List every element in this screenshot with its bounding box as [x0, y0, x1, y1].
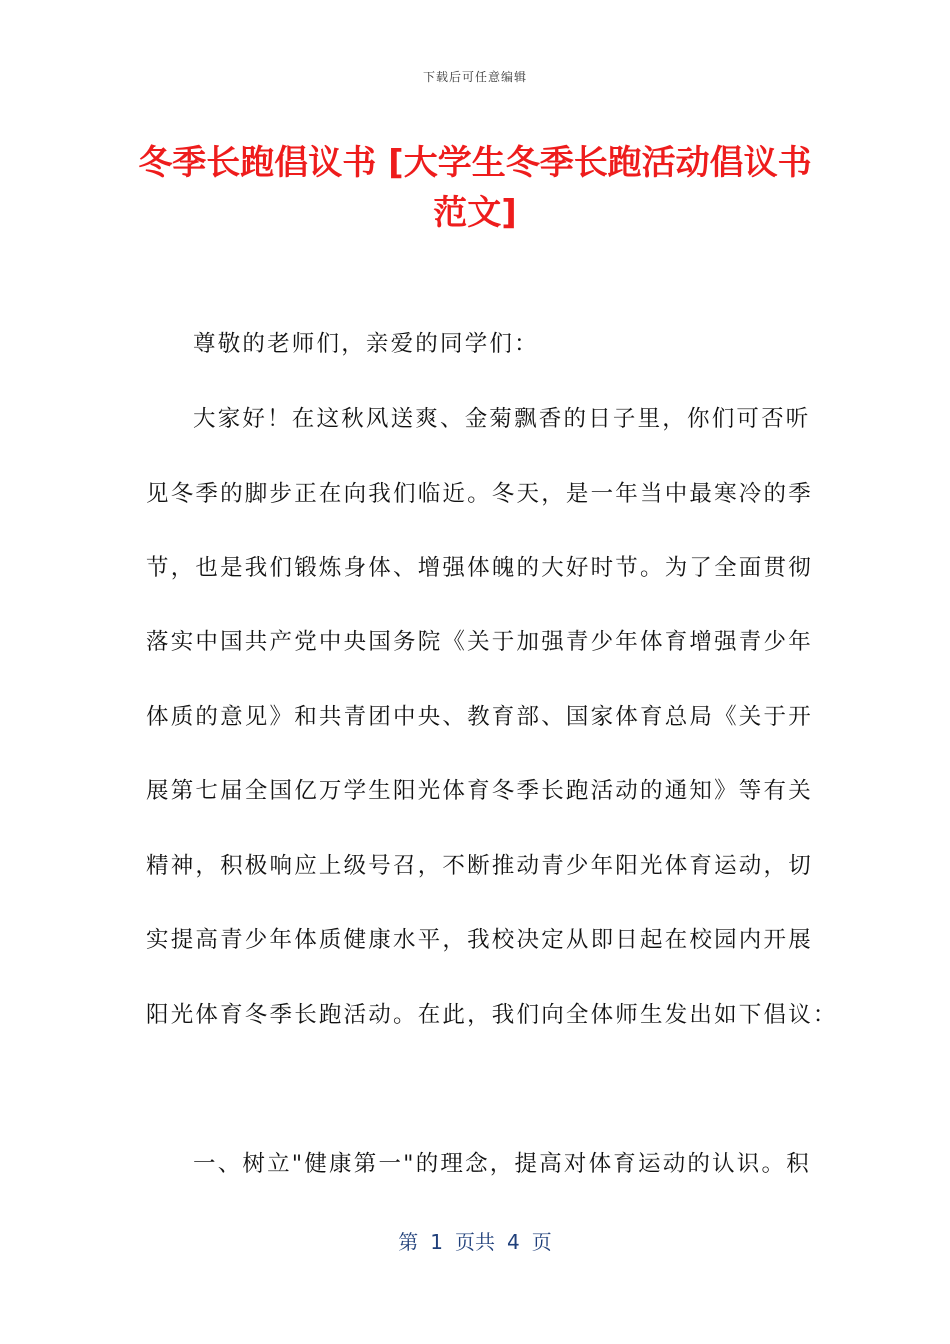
header-note: 下载后可任意编辑: [422, 70, 527, 84]
section-one-line: [146, 1144, 811, 1184]
footer-prefix: 第: [398, 1230, 419, 1254]
page-footer: [0, 1226, 950, 1255]
title-line-1: 冬季长跑倡议书 [大学生冬季长跑活动倡议书: [138, 143, 812, 183]
body-line-1: [146, 399, 811, 439]
footer-suffix: 页: [531, 1230, 552, 1254]
section-one-text: 一、树立"健康第一"的理念，提高对体育运动的认识。积: [193, 1151, 811, 1177]
footer-middle: 页共: [455, 1230, 495, 1254]
body-line-4: 落实中国共产党中央国务院《关于加强青少年体育增强青少年: [146, 629, 813, 655]
body-line-9: 阳光体育冬季长跑活动。在此，我们向全体师生发出如下倡议：: [146, 1002, 838, 1028]
document-title: [110, 138, 840, 238]
body-line-5: 体质的意见》和共青团中央、教育部、国家体育总局《关于开: [146, 704, 813, 730]
body-line-7: 精神，积极响应上级号召，不断推动青少年阳光体育运动，切: [146, 853, 813, 879]
body-line-2: 见冬季的脚步正在向我们临近。冬天，是一年当中最寒冷的季: [146, 481, 813, 507]
body-line-3: 节，也是我们锻炼身体、增强体魄的大好时节。为了全面贯彻: [146, 555, 813, 581]
salutation-line: [146, 324, 806, 364]
body-line-8: 实提高青少年体质健康水平，我校决定从即日起在校园内开展: [146, 927, 813, 953]
body-line-6: 展第七届全国亿万学生阳光体育冬季长跑活动的通知》等有关: [146, 778, 813, 804]
footer-total-pages: 4: [507, 1230, 520, 1254]
title-line-2: 范文]: [433, 193, 517, 233]
footer-current-page: 1: [430, 1230, 443, 1254]
salutation-text: 尊敬的老师们，亲爱的同学们：: [193, 331, 539, 357]
body-line-text: 大家好！在这秋风送爽、金菊飘香的日子里，你们可否听: [193, 406, 811, 432]
